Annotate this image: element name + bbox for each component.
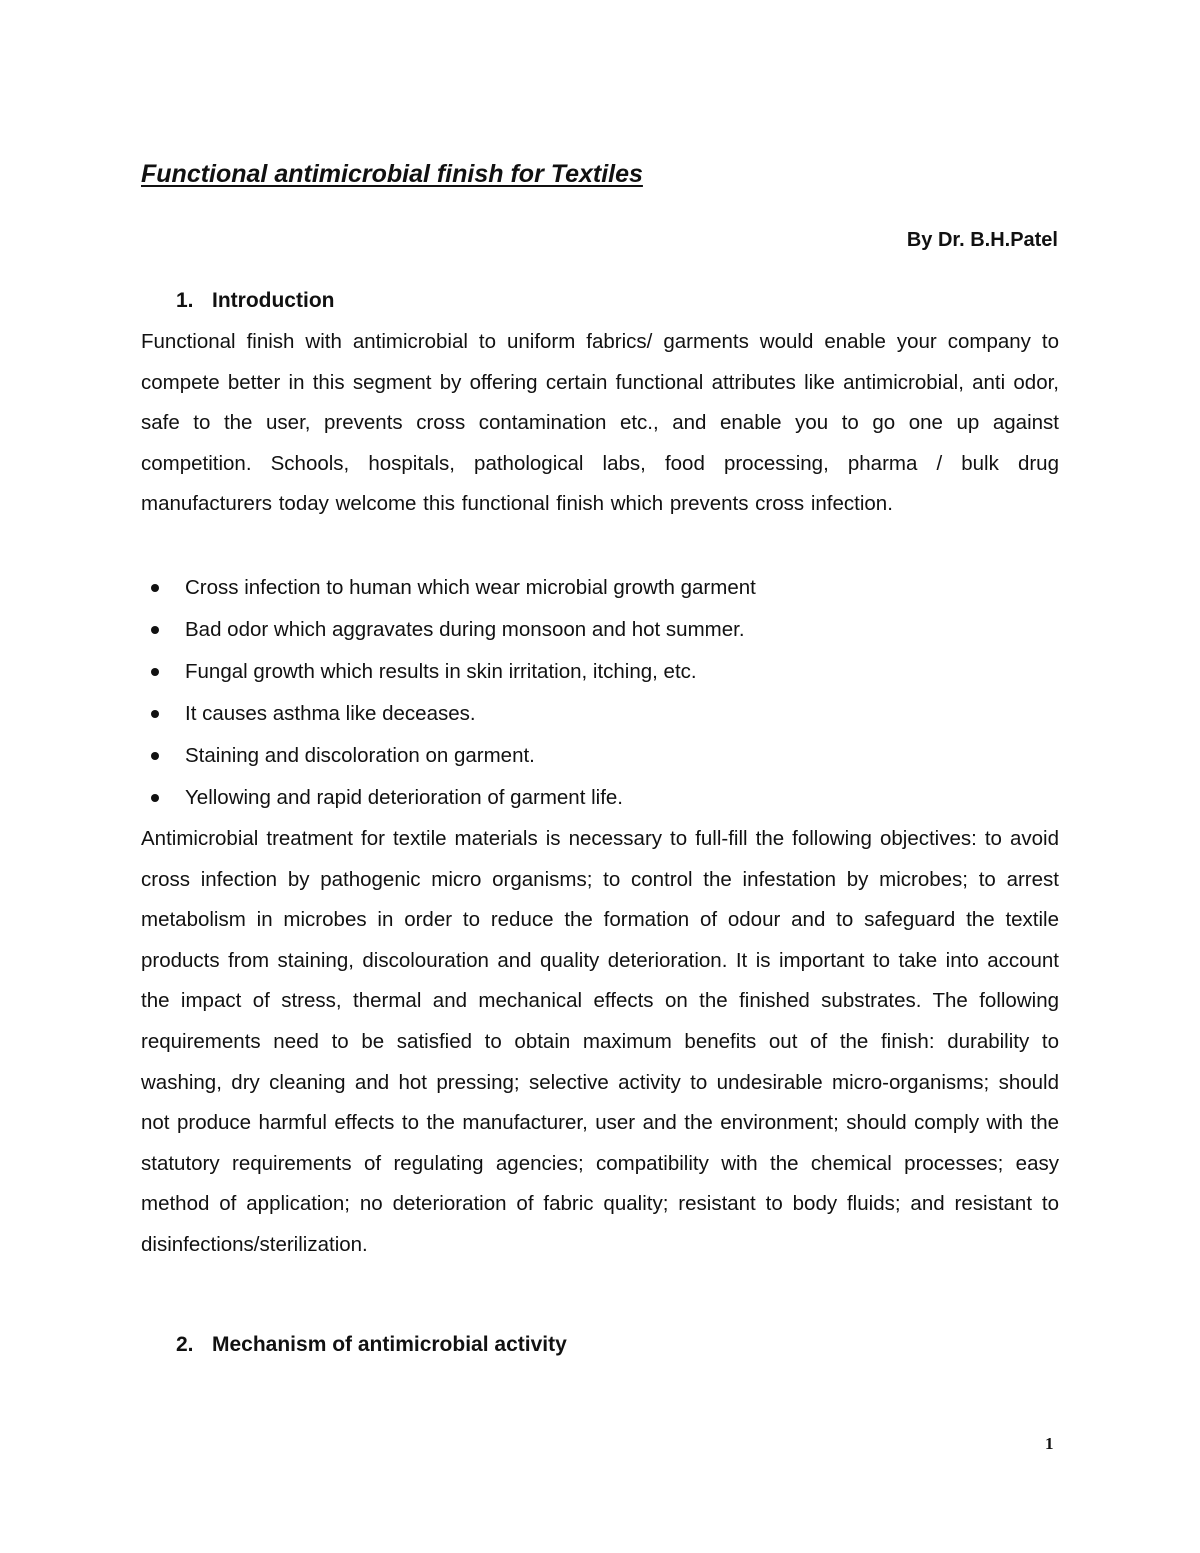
bullet-icon — [151, 584, 159, 592]
bullet-icon — [151, 710, 159, 718]
bullet-icon — [151, 668, 159, 676]
list-item — [141, 609, 1059, 651]
list-item-text: Bad odor which aggravates during monsoon and hot summer. — [185, 618, 745, 641]
list-item — [141, 777, 1059, 819]
list-item — [141, 651, 1059, 693]
section-title: Introduction — [212, 289, 335, 312]
problem-bullet-list — [141, 567, 1059, 819]
section-number: 1. — [176, 289, 194, 312]
list-item-text: Yellowing and rapid deterioration of garment life. — [185, 786, 623, 809]
document-title: Functional antimicrobial finish for Textiles — [141, 160, 643, 188]
bullet-icon — [151, 626, 159, 634]
list-item-text: Cross infection to human which wear microbial growth garment — [185, 576, 756, 599]
bullet-icon — [151, 794, 159, 802]
list-item — [141, 693, 1059, 735]
list-item — [141, 735, 1059, 777]
list-item — [141, 567, 1059, 609]
section-number: 2. — [176, 1333, 194, 1356]
author-line: By Dr. B.H.Patel — [906, 229, 1058, 251]
list-item-text: It causes asthma like deceases. — [185, 702, 476, 725]
list-item-text: Staining and discoloration on garment. — [185, 744, 535, 767]
bullet-icon — [151, 752, 159, 760]
section-heading-mechanism — [176, 1333, 567, 1357]
list-item-text: Fungal growth which results in skin irritation, itching, etc. — [185, 660, 697, 683]
page-number: 1 — [1045, 1434, 1054, 1453]
section-title: Mechanism of antimicrobial activity — [212, 1333, 567, 1356]
objectives-paragraph: Antimicrobial treatment for textile materials is necessary to full-fill the following objectives: to avoid cross infection by pathogenic micro organisms; to control the infestation by microbes; to arrest metabolism in microbes in order to reduce the formation of odour and to safeguard the textile products from staining, discolouration and quality deterioration. It is important to take into account the impact of stress, thermal and mechanical effects on the finished substrates. The following requirements need to be satisfied to obtain maximum benefits out of the finish: durability to washing, dry cleaning and hot pressing; selective activity to undesirable micro-organisms; should not produce harmful effects to the manufacturer, user and the environment; should comply with the statutory requirements of regulating agencies; compatibility with the chemical processes; easy method of application; no deterioration of fabric quality; resistant to body fluids; and resistant to disinfections/sterilization. — [141, 827, 1059, 1256]
intro-paragraph: Functional finish with antimicrobial to uniform fabrics/ garments would enable your company to compete better in this segment by offering certain functional attributes like antimicrobial, anti odor, safe to the user, prevents cross contamination etc., and enable you to go one up against competition. Schools, hospitals, pathological labs, food processing, pharma / bulk drug manufacturers today welcome this functional finish which prevents cross infection. — [141, 330, 1059, 516]
section-heading-introduction — [176, 289, 334, 313]
